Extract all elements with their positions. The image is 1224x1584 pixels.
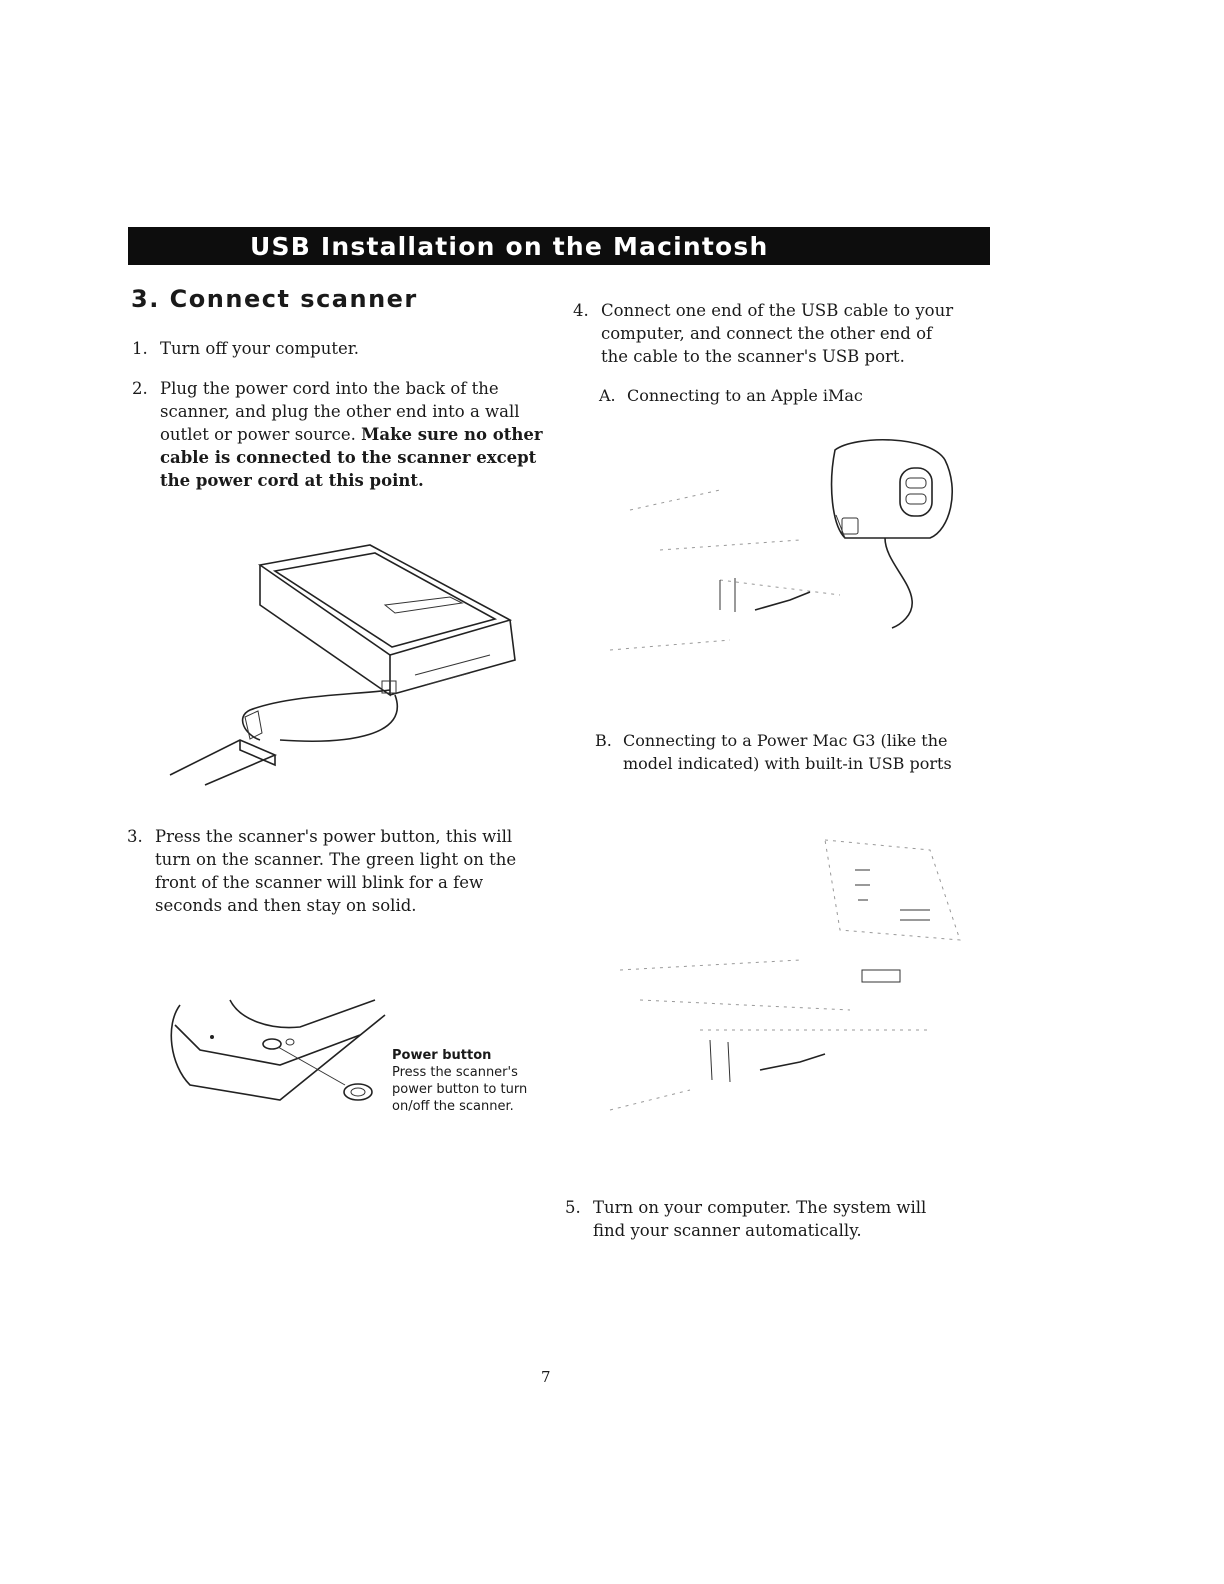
subitem-a [599,384,947,407]
step-number: 5. [565,1198,581,1217]
subitem-text: Connecting to an Apple iMac [627,386,863,405]
callout-title: Power button [392,1048,492,1063]
step-1 [132,337,540,360]
power-button-closeup-illustration [160,995,390,1115]
step-4 [573,299,956,368]
step-text: Plug the power cord into the back of the scanner, and plug the other end into a wall outlet or power source. [160,379,520,444]
callout-text: Press the scanner's power button to turn on/off the scanner. [392,1065,528,1114]
step-number: 1. [132,339,148,358]
header-title: USB Installation on the Macintosh [250,231,769,261]
power-mac-g3-connection-illustration [600,830,970,1130]
subitem-letter: B. [595,731,612,750]
imac-connection-illustration [600,430,970,690]
subitem-b [595,729,953,775]
page-header-bar [128,227,990,265]
step-text: Press the scanner's power button, this will turn on the scanner. The green light on the front of the scanner will blink for a few seconds and then stay on solid. [155,827,517,915]
scanner-power-cord-illustration [150,535,530,785]
subitem-text: Connecting to a Power Mac G3 (like the model indicated) with built-in USB ports [623,731,952,773]
step-number: 3. [127,827,143,846]
subitem-letter: A. [599,386,616,405]
step-text: Connect one end of the USB cable to your computer, and connect the other end of the cable to the scanner's USB port. [601,301,954,366]
step-text: Turn on your computer. The system will find your scanner automatically. [593,1198,927,1240]
step-number: 2. [132,379,148,398]
step-5 [565,1196,953,1242]
step-3 [127,825,545,917]
step-warning-text: Make sure no other cable is connected to the scanner except the power cord at this point. [160,425,543,490]
section-title: 3. Connect scanner [131,285,418,313]
step-text: Turn off your computer. [160,339,360,358]
power-button-callout [392,1047,552,1115]
step-number: 4. [573,301,589,320]
step-2 [132,377,545,492]
page-number: 7 [541,1368,551,1386]
